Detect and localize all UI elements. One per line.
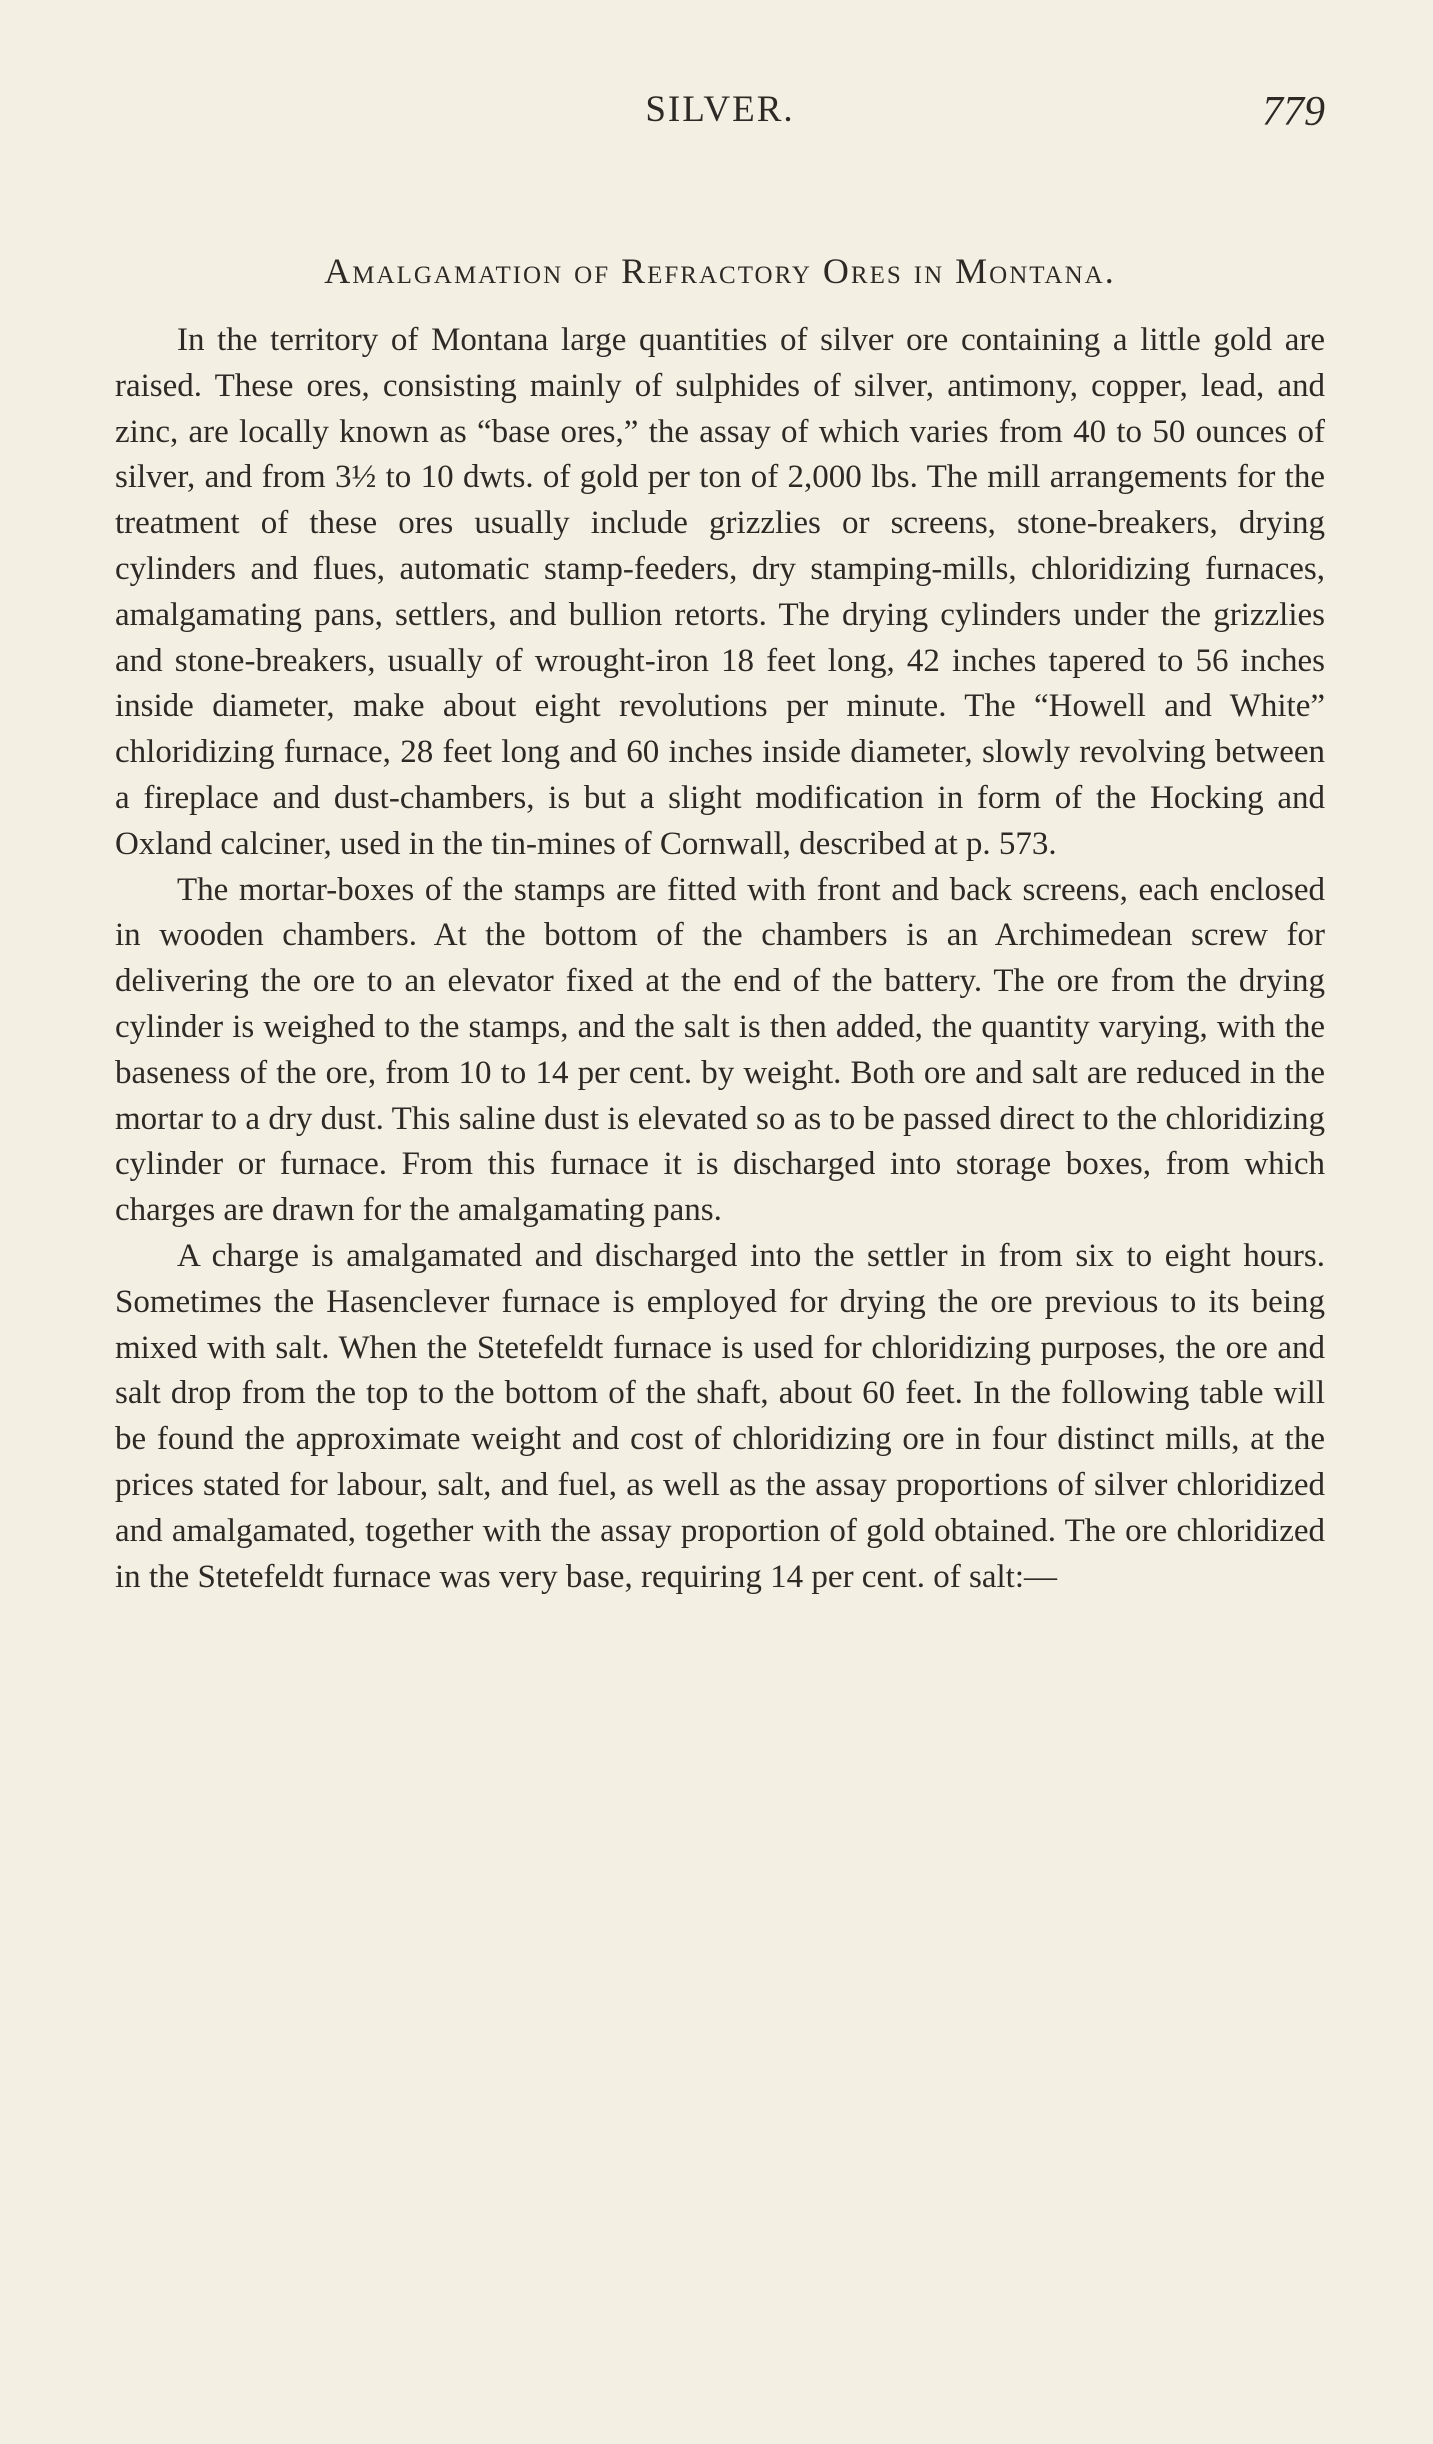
paragraph-1: In the territory of Montana large quantities of silver ore containing a little gold are raised. These ores, consisting mainly of sulphides of silver, antimony, copper, lead, and zinc, are locally known as “base ores,” the assay of which varies from 40 to 50 ounces of silver, and from 3½ to 10 dwts. of gold per ton of 2,000 lbs. The mill arrangements for the treatment of these ores usually include grizzlies or screens, stone-breakers, drying cylinders and flues, automatic stamp-feeders, dry stamping-mills, chloridizing furnaces, amalgamating pans, settlers, and bullion retorts. The drying cylinders under the grizzlies and stone-breakers, usually of wrought-iron 18 feet long, 42 inches tapered to 56 inches inside diameter, make about eight revolutions per minute. The “Howell and White” chloridizing furnace, 28 feet long and 60 inches inside diameter, slowly revolving between a fireplace and dust-chambers, is but a slight modification in form of the Hocking and Oxland calciner, used in the tin-mines of Cornwall, described at p. 573. — [115, 322, 1325, 862]
section-heading: Amalgamation of Refractory Ores in Montana. — [324, 251, 1116, 291]
body-text — [115, 318, 1325, 1600]
running-title: SILVER. — [645, 89, 795, 130]
paragraph-3: A charge is amalgamated and discharged into the settler in from six to eight hours. Sometimes the Hasenclever furnace is employed for drying the ore previous to its being mixed with salt. When the Stetefeldt furnace is used for chloridizing purposes, the ore and salt drop from the top to the bottom of the shaft, about 60 feet. In the following table will be found the approximate weight and cost of chloridizing ore in four distinct mills, at the prices stated for labour, salt, and fuel, as well as the assay proportions of silver chloridized and amalgamated, together with the assay proportion of gold obtained. The ore chloridized in the Stetefeldt furnace was very base, requiring 14 per cent. of salt:— — [115, 1237, 1325, 1595]
running-head — [115, 88, 1325, 148]
page-number: 779 — [1262, 89, 1325, 135]
paragraph-2: The mortar-boxes of the stamps are fitted with front and back screens, each enclosed in wooden chambers. At the bottom of the chambers is an Archimedean screw for delivering the ore to an elevator fixed at the end of the battery. The ore from the drying cylinder is weighed to the stamps, and the salt is then added, the quantity varying, with the baseness of the ore, from 10 to 14 per cent. by weight. Both ore and salt are reduced in the mortar to a dry dust. This saline dust is elevated so as to be passed direct to the chloridizing cylinder or furnace. From this furnace it is discharged into storage boxes, from which charges are drawn for the amalgamating pans. — [115, 871, 1325, 1229]
